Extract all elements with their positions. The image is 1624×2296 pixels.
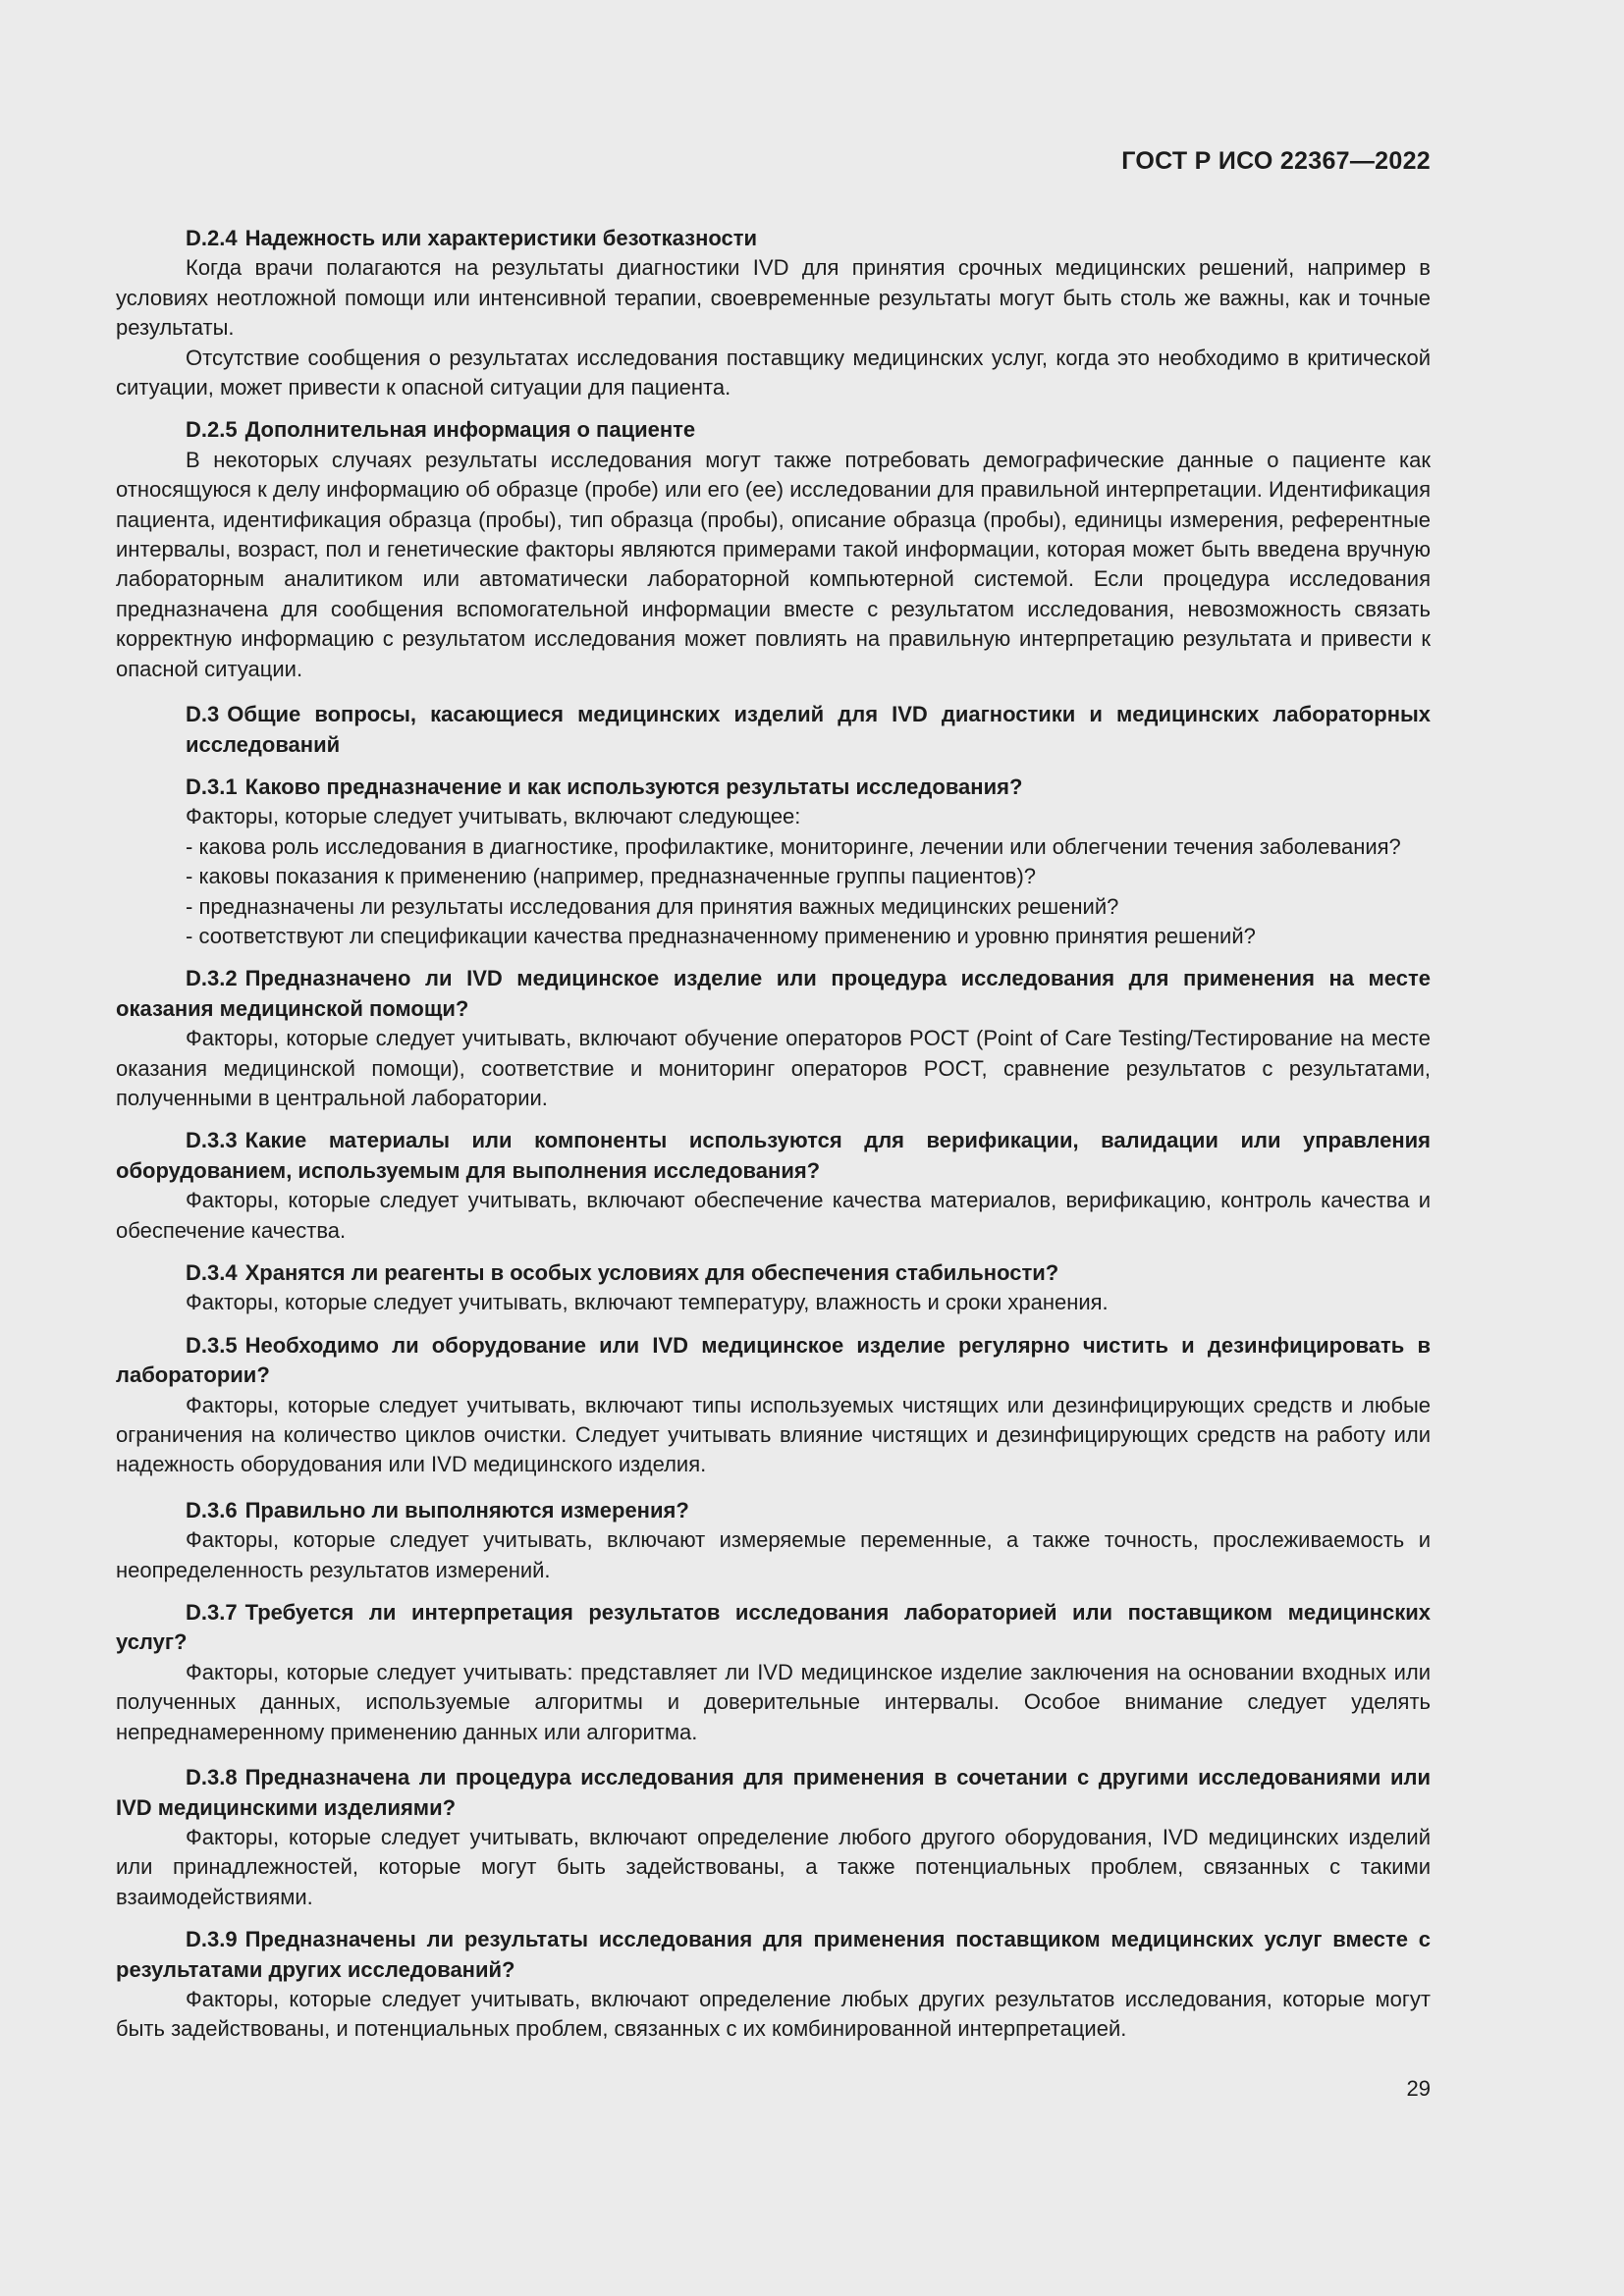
document-header: ГОСТ Р ИСО 22367—2022: [1121, 147, 1431, 175]
list-item: - каковы показания к применению (например, предназначенные группы пациентов)?: [186, 864, 1037, 889]
document-body: [116, 224, 1431, 2045]
section-number: D.3.3: [186, 1128, 238, 1153]
section-number: D.3.1: [186, 774, 238, 799]
paragraph: Факторы, которые следует учитывать, включают обеспечение качества материалов, верификацию, контроль качества и обеспечение качества.: [116, 1188, 1431, 1243]
section-title: Правильно ли выполняются измерения?: [244, 1497, 689, 1522]
section-heading: [116, 700, 1431, 760]
section-heading: [116, 224, 1431, 253]
paragraph: Факторы, которые следует учитывать, включают температуру, влажность и сроки хранения.: [186, 1290, 1109, 1315]
paragraph: Факторы, которые следует учитывать, включают определение любых других результатов исследования, которые могут быть задействованы, и потенциальных проблем, связанных с их комбинированной интерпретацией.: [116, 1986, 1431, 2042]
section-number: D.2.5: [186, 417, 238, 443]
section-heading: [116, 1598, 1431, 1658]
section-title: Предназначена ли процедура исследования для применения в сочетании с другими исследованиями или IVD медицинскими изделиями?: [116, 1765, 1431, 1820]
list-item-text: предназначены ли результаты исследования для принятия важных медицинских решений?: [198, 893, 1119, 919]
section-heading: [116, 1331, 1431, 1391]
section-heading: [116, 1925, 1431, 1985]
section-title: Предназначены ли результаты исследования для применения поставщиком медицинских услуг вместе с результатами других исследований?: [116, 1927, 1431, 1982]
paragraph: Факторы, которые следует учитывать, включают обучение операторов POCT (Point of Care Testing/Тестирование на месте оказания медицинской помощи), соответствие и мониторинг операторов POCT, сравнение результатов с результатами, полученными в центральной лаборатории.: [116, 1026, 1431, 1110]
section-number: D.3: [186, 702, 220, 727]
paragraph: Факторы, которые следует учитывать: представляет ли IVD медицинское изделие заключения на основании входных или полученных данных, используемые алгоритмы и доверительные интервалы. Особое внимание следует уделять непреднамеренному применению данных или алгоритма.: [116, 1659, 1431, 1744]
section-number: D.3.8: [186, 1765, 238, 1790]
list-item: - предназначены ли результаты исследования для принятия важных медицинских решений?: [186, 893, 1119, 919]
section-number: D.3.9: [186, 1927, 238, 1952]
section-heading: [116, 1763, 1431, 1823]
section-title: Дополнительная информация о пациенте: [244, 417, 696, 443]
section-heading: [116, 1258, 1431, 1288]
paragraph: Когда врачи полагаются на результаты диагностики IVD для принятия срочных медицинских решений, например в условиях неотложной помощи или интенсивной терапии, своевременные результаты могут быть столь же важны, как и точные результаты.: [116, 255, 1431, 341]
section-title: Надежность или характеристики безотказности: [244, 226, 758, 250]
section-heading: [116, 415, 1431, 445]
section-title: Предназначено ли IVD медицинское изделие или процедура исследования для применения на месте оказания медицинской помощи?: [116, 966, 1431, 1021]
list-item-text: соответствуют ли спецификации качества предназначенному применению и уровню принятия решений?: [198, 923, 1256, 948]
section-title: Какие материалы или компоненты используются для верификации, валидации или управления оборудованием, используемым для выполнения исследования?: [116, 1128, 1431, 1183]
section-heading: [116, 964, 1431, 1024]
section-title: Требуется ли интерпретация результатов исследования лабораторией или поставщиком медицинских услуг?: [116, 1600, 1431, 1655]
section-title: Каково предназначение и как используются результаты исследования?: [244, 774, 1023, 799]
section-number: D.3.4: [186, 1260, 238, 1285]
section-number: D.2.4: [186, 226, 238, 250]
paragraph: Факторы, которые следует учитывать, включают типы используемых чистящих или дезинфицирующих средств и любые ограничения на количество циклов очистки. Следует учитывать влияние чистящих и дезинфицирующих средств на работу или надежность оборудования или IVD медицинского изделия.: [116, 1392, 1431, 1477]
section-number: D.3.7: [186, 1600, 238, 1626]
section-heading: [116, 1496, 1431, 1525]
paragraph: Отсутствие сообщения о результатах исследования поставщику медицинских услуг, когда это необходимо в критической ситуации, может привести к опасной ситуации для пациента.: [116, 345, 1431, 400]
list-item-text: каковы показания к применению (например, предназначенные группы пациентов)?: [198, 864, 1037, 889]
section-number: D.3.5: [186, 1332, 238, 1358]
section-title: Хранятся ли реагенты в особых условиях для обеспечения стабильности?: [244, 1260, 1059, 1285]
paragraph: Факторы, которые следует учитывать, включают измеряемые переменные, а также точность, прослеживаемость и неопределенность результатов измерений.: [116, 1527, 1431, 1582]
section-title: Необходимо ли оборудование или IVD медицинское изделие регулярно чистить и дезинфицировать в лаборатории?: [116, 1332, 1431, 1388]
paragraph: Факторы, которые следует учитывать, включают следующее:: [186, 804, 801, 829]
page-number: 29: [1406, 2076, 1431, 2101]
list-item-text: какова роль исследования в диагностике, профилактике, мониторинге, лечении или облегчении течения заболевания?: [198, 833, 1401, 859]
paragraph: Факторы, которые следует учитывать, включают определение любого другого оборудования, IVD медицинских изделий или принадлежностей, которые могут быть задействованы, а также потенциальных проблем, связанных с такими взаимодействиями.: [116, 1824, 1431, 1909]
list-item: - какова роль исследования в диагностике, профилактике, мониторинге, лечении или облегчении течения заболевания?: [186, 833, 1401, 859]
list-item: - соответствуют ли спецификации качества предназначенному применению и уровню принятия решений?: [186, 923, 1256, 948]
section-heading: [116, 773, 1431, 802]
section-number: D.3.2: [186, 966, 238, 991]
section-number: D.3.6: [186, 1497, 238, 1522]
section-title: Общие вопросы, касающиеся медицинских изделий для IVD диагностики и медицинских лабораторных исследований: [186, 702, 1431, 757]
section-heading: [116, 1126, 1431, 1186]
paragraph: В некоторых случаях результаты исследования могут также потребовать демографические данные о пациенте как относящуюся к делу информацию об образце (пробе) или его (ее) исследовании для правильной интерпретации. Идентификация пациента, идентификация образца (пробы), тип образца (пробы), описание образца (пробы), единицы измерения, референтные интервалы, возраст, пол и генетические факторы являются примерами такой информации, которая может быть введена вручную лабораторным аналитиком или автоматически лабораторной компьютерной системой. Если процедура исследования предназначена для сообщения вспомогательной информации вместе с результатом исследования, невозможность связать корректную информацию с результатом исследования может повлиять на правильную интерпретацию результата и привести к опасной ситуации.: [116, 447, 1431, 681]
